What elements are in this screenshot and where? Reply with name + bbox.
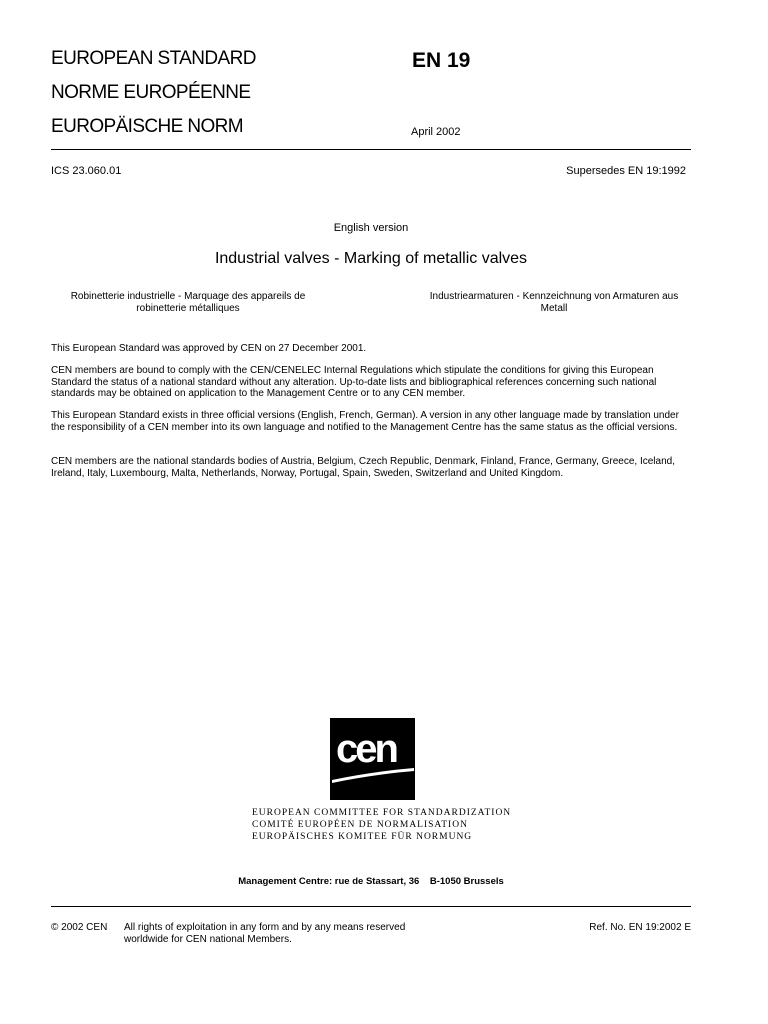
committee-name-french: COMITÉ EUROPÉEN DE NORMALISATION — [252, 820, 468, 830]
versions-paragraph: This European Standard exists in three official versions (English, French, German). A version in any other language made by translation under the responsibility of a CEN member into its own language and notified to the Management Centre has the same status as the official versions. — [51, 410, 679, 433]
supersedes-note: Supersedes EN 19:1992 — [566, 165, 686, 177]
cen-logo-graphic — [330, 718, 415, 800]
ics-code: ICS 23.060.01 — [51, 165, 122, 177]
copyright-notice: © 2002 CEN — [51, 922, 108, 933]
version-label: English version — [333, 222, 409, 234]
title-english: EUROPEAN STANDARD — [51, 48, 256, 69]
header-divider — [51, 149, 691, 150]
title-french: NORME EUROPÉENNE — [51, 82, 251, 103]
footer-divider — [51, 906, 691, 907]
approval-paragraph: This European Standard was approved by CEN on 27 December 2001. — [51, 343, 367, 354]
main-title: Industrial valves - Marking of metallic valves — [214, 250, 528, 267]
compliance-paragraph: CEN members are bound to comply with the CEN/CENELEC Internal Regulations which stipulate the conditions for giving this European Standard the status of a national standard without any alteration. Up-to-date lists and bibliographical references concerning such national standards may be obtained on application to the Management Centre or to any CEN member. — [51, 365, 657, 399]
cen-logo-icon — [330, 718, 415, 800]
standard-number: EN 19 — [412, 49, 471, 72]
publication-date: April 2002 — [411, 126, 461, 138]
members-paragraph: CEN members are the national standards bodies of Austria, Belgium, Czech Republic, Denmark, Finland, France, Germany, Greece, Iceland, Ireland, Italy, Luxembourg, Malta, Netherlands, Norway, Portugal, Spain, Sweden, Switzerland and United Kingdom. — [51, 456, 675, 479]
cen-logo-text: cen — [336, 727, 396, 771]
reference-number: Ref. No. EN 19:2002 E — [589, 922, 691, 933]
committee-name-german: EUROPÄISCHES KOMITEE FÜR NORMUNG — [252, 832, 473, 842]
committee-name-english: EUROPEAN COMMITTEE FOR STANDARDIZATION — [252, 808, 512, 818]
rights-statement: All rights of exploitation in any form and by any means reserved worldwide for CEN national Members. — [124, 922, 406, 945]
german-title: Industriearmaturen - Kennzeichnung von Armaturen aus Metall — [429, 291, 679, 314]
title-german: EUROPÄISCHE NORM — [51, 116, 244, 137]
french-title: Robinetterie industrielle - Marquage des appareils de robinetterie métalliques — [70, 291, 306, 314]
management-centre-address: Management Centre: rue de Stassart, 36 B-1050 Brussels — [238, 876, 504, 887]
